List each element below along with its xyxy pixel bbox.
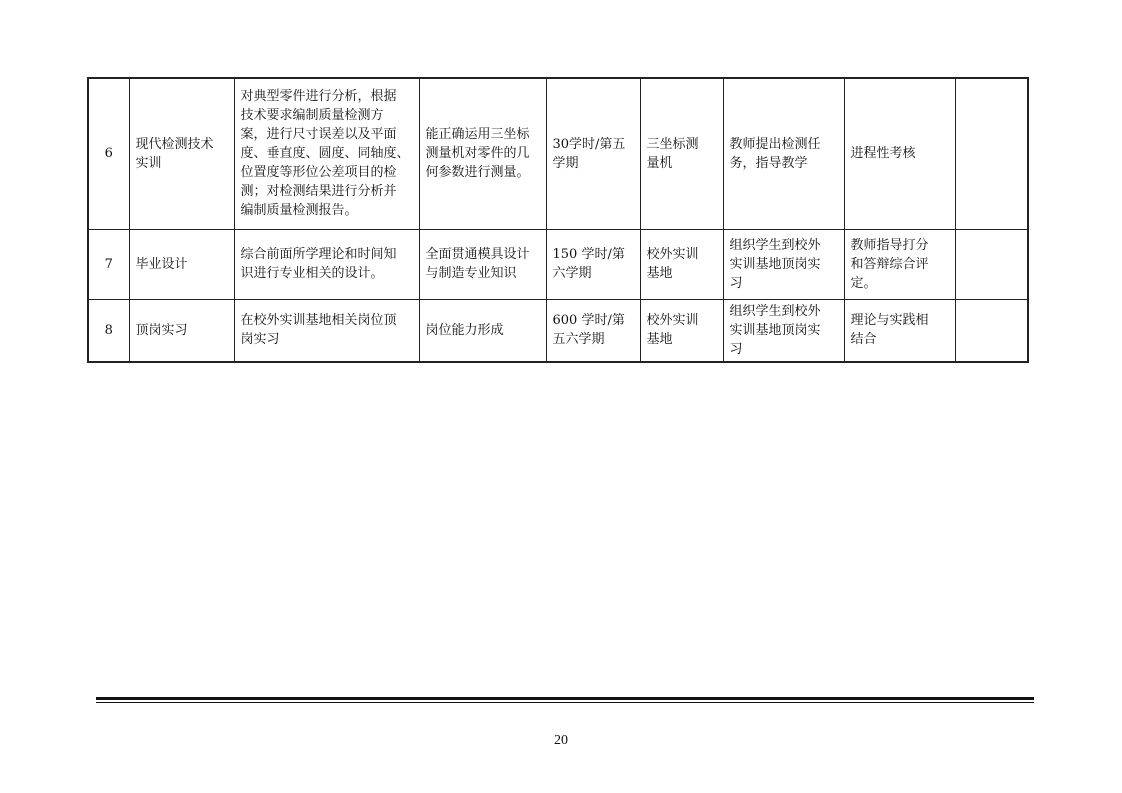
footer-divider-thick bbox=[96, 697, 1034, 700]
course-location: 校外实训 基地 bbox=[640, 229, 723, 299]
course-objective: 岗位能力形成 bbox=[419, 299, 546, 362]
table-row bbox=[88, 229, 1028, 299]
course-hours: 30学时/第五 学期 bbox=[546, 78, 640, 229]
assessment-method: 进程性考核 bbox=[844, 78, 955, 229]
page-number: 20 bbox=[554, 733, 568, 748]
row-number: 6 bbox=[88, 78, 129, 229]
course-name: 毕业设计 bbox=[129, 229, 234, 299]
course-objective: 能正确运用三坐标 测量机对零件的几 何参数进行测量。 bbox=[419, 78, 546, 229]
course-hours: 150 学时/第 六学期 bbox=[546, 229, 640, 299]
course-content: 对典型零件进行分析，根据 技术要求编制质量检测方 案，进行尺寸误差以及平面 度、垂直度、圆度、同轴度、 位置度等形位公差项目的检 测；对检测结果进行分析并 编制质量检测报告。 bbox=[234, 78, 419, 229]
row-number: 8 bbox=[88, 299, 129, 362]
teaching-method: 组织学生到校外 实训基地顶岗实 习 bbox=[723, 229, 844, 299]
course-hours: 600 学时/第 五六学期 bbox=[546, 299, 640, 362]
note-cell bbox=[955, 299, 1028, 362]
course-content: 在校外实训基地相关岗位顶 岗实习 bbox=[234, 299, 419, 362]
course-table bbox=[87, 77, 1029, 363]
row-number: 7 bbox=[88, 229, 129, 299]
course-content: 综合前面所学理论和时间知 识进行专业相关的设计。 bbox=[234, 229, 419, 299]
assessment-method: 理论与实践相 结合 bbox=[844, 299, 955, 362]
note-cell bbox=[955, 78, 1028, 229]
table-row bbox=[88, 78, 1028, 229]
course-name: 顶岗实习 bbox=[129, 299, 234, 362]
course-location: 校外实训 基地 bbox=[640, 299, 723, 362]
assessment-method: 教师指导打分 和答辩综合评 定。 bbox=[844, 229, 955, 299]
note-cell bbox=[955, 229, 1028, 299]
teaching-method: 组织学生到校外 实训基地顶岗实 习 bbox=[723, 299, 844, 362]
teaching-method: 教师提出检测任 务，指导教学 bbox=[723, 78, 844, 229]
footer-divider-thin bbox=[96, 702, 1034, 703]
course-location: 三坐标测 量机 bbox=[640, 78, 723, 229]
table-row bbox=[88, 299, 1028, 362]
course-name: 现代检测技术 实训 bbox=[129, 78, 234, 229]
course-objective: 全面贯通模具设计 与制造专业知识 bbox=[419, 229, 546, 299]
